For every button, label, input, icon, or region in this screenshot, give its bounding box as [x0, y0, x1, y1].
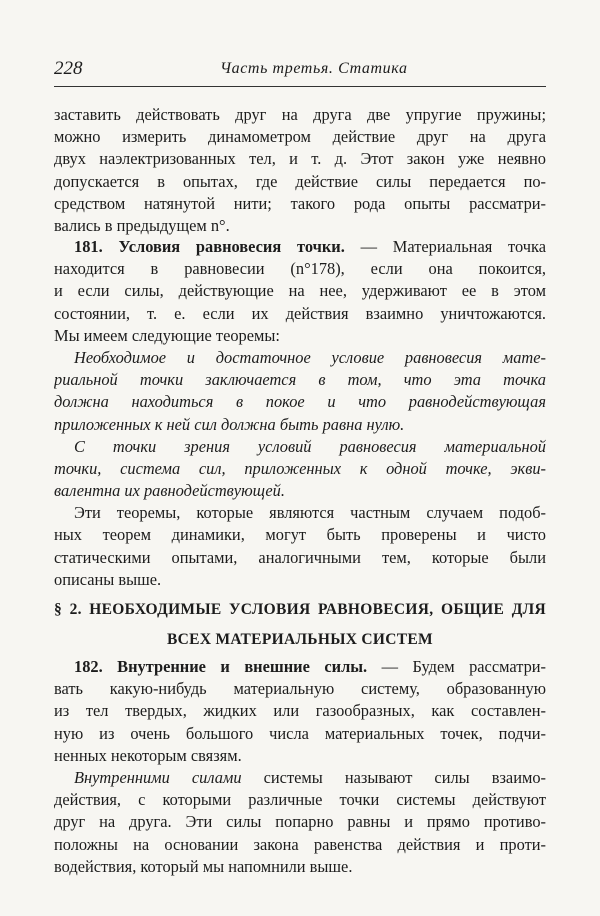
text-run: системы называют силы взаимо-	[241, 767, 546, 787]
article-182-first-line	[54, 656, 546, 678]
theorem-1-line: приложенных к ней сил должна быть равна нулю.	[54, 414, 405, 434]
theorem-2-line: точки, система сил, приложенных к одной точке, экви-	[54, 458, 546, 478]
theorem-2-line: С точки зрения условий равновесия материальной	[74, 436, 546, 456]
text-line: двух наэлектризованных тел, и т. д. Этот закон уже неявно	[54, 149, 546, 169]
text-line: ную из очень большого числа материальных точек, подчи-	[54, 723, 546, 743]
article-182-heading: 182. Внутренние и внешние силы.	[74, 657, 368, 676]
header-rule	[54, 86, 546, 87]
text-line: водействия, который мы напомнили выше.	[54, 856, 353, 876]
article-181	[54, 236, 546, 591]
page-header	[54, 58, 546, 84]
text-line: допускается в опытах, где действие силы передается по-	[54, 171, 546, 191]
text-line: вать какую-нибудь материальную систему, образованную	[54, 679, 546, 699]
article-181-heading: 181. Условия равновесия точки.	[74, 237, 345, 256]
text-line: друг на друга. Эти силы попарно равны и прямо противо-	[54, 812, 546, 832]
article-181-first-line	[54, 236, 546, 258]
text-line: вались в предыдущем n°.	[54, 215, 230, 235]
text-line: действия, с которыми различные точки системы действуют	[54, 790, 546, 810]
section-title-line-1: § 2. НЕОБХОДИМЫЕ УСЛОВИЯ РАВНОВЕСИЯ, ОБЩИЕ ДЛЯ	[54, 601, 546, 618]
section-title-line-2: ВСЕХ МАТЕРИАЛЬНЫХ СИСТЕМ	[167, 631, 433, 648]
theorem-1-line: Необходимое и достаточное условие равновесия мате-	[74, 347, 546, 367]
text-line: находится в равновесии (n°178), если она покоится,	[54, 259, 546, 279]
text-line: ненных некоторым связям.	[54, 745, 242, 765]
text-line: Эти теоремы, которые являются частным случаем подоб-	[74, 503, 546, 523]
text-line: ных теорем динамики, могут быть проверены и чисто	[54, 525, 546, 545]
running-head: Часть третья. Статика	[220, 60, 408, 77]
continuation-paragraph	[54, 104, 546, 237]
internal-forces-term: Внутренними силами	[74, 767, 242, 787]
text-line: и если силы, действующие на нее, удерживают ее в этом	[54, 281, 546, 301]
text-line: состоянии, т. е. если их действия взаимно уничтожаются.	[54, 303, 546, 323]
text-run: — Будем рассматри-	[367, 657, 546, 676]
text-line: Мы имеем следующие теоремы:	[54, 325, 280, 345]
text-line: описаны выше.	[54, 569, 162, 589]
text-line: можно измерить динамометром действие друг на друга	[54, 127, 546, 147]
theorem-2-line: валентна их равнодействующей.	[54, 481, 285, 501]
theorem-1-line: должна находиться в покое и что равнодействующая	[54, 392, 546, 412]
text-line: средством натянутой нити; такого рода опыты рассматри-	[54, 193, 546, 213]
internal-forces-first-line	[54, 767, 546, 789]
article-182	[54, 656, 546, 878]
text-line: статическими опытами, аналогичными тем, которые были	[54, 547, 546, 567]
text-line: заставить действовать друг на друга две упругие пружины;	[54, 105, 546, 124]
text-line: из тел твердых, жидких или газообразных, как составлен-	[54, 701, 546, 721]
theorem-1-line: риальной точки заключается в том, что эта точка	[54, 370, 546, 390]
text-run: — Материальная точка	[344, 237, 546, 256]
text-line: положны на основании закона равенства действия и проти-	[54, 834, 546, 854]
page-number: 228	[54, 58, 83, 79]
section-heading	[54, 595, 546, 655]
